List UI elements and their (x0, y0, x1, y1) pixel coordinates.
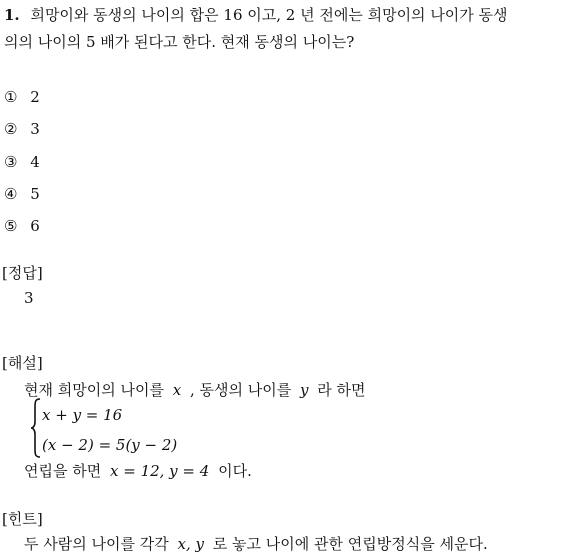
explanation-line-1 (24, 379, 366, 400)
question-line-1 (4, 4, 508, 25)
explanation-text-c: 라 하면 (317, 381, 366, 399)
question-number: 1. (4, 6, 20, 24)
choice-value-2: 3 (30, 120, 40, 138)
question-text-line-2: 의의 나이의 5 배가 된다고 한다. 현재 동생의 나이는? (4, 33, 355, 51)
choice-marker-3: ③ (4, 153, 18, 171)
explanation-result-text-a: 연립을 하면 (24, 462, 102, 480)
choice-value-3: 4 (30, 153, 40, 171)
variable-x: x (172, 381, 182, 399)
hint-variables: x, y (177, 535, 204, 553)
equation-2: (x − 2) = 5(y − 2) (42, 436, 178, 454)
choice-value-1: 2 (30, 88, 40, 106)
choice-1[interactable] (4, 88, 40, 106)
answer-heading: [정답] (2, 264, 43, 282)
hint-heading: [힌트] (2, 510, 43, 528)
explanation-text-a: 현재 희망이의 나이를 (24, 381, 164, 399)
choice-marker-4: ④ (4, 185, 18, 203)
variable-y: y (300, 381, 309, 399)
choice-value-4: 5 (30, 185, 40, 203)
equation-1: x + y = 16 (42, 406, 123, 424)
explanation-heading: [해설] (2, 354, 43, 372)
system-brace-icon (30, 398, 42, 458)
hint-text-b: 로 놓고 나이에 관한 연립방정식을 세운다. (212, 535, 488, 553)
choice-2[interactable] (4, 120, 40, 138)
choice-4[interactable] (4, 185, 40, 203)
explanation-line-4 (24, 460, 252, 481)
explanation-result-text-b: 이다. (218, 462, 252, 480)
answer-value: 3 (24, 289, 34, 307)
hint-text-a: 두 사람의 나이를 각각 (24, 535, 169, 553)
choice-marker-2: ② (4, 120, 18, 138)
choice-5[interactable] (4, 217, 40, 235)
explanation-text-b: , 동생의 나이를 (189, 381, 292, 399)
explanation-result-equation: x = 12, y = 4 (110, 462, 210, 480)
choice-marker-1: ① (4, 88, 18, 106)
choice-marker-5: ⑤ (4, 217, 18, 235)
choice-3[interactable] (4, 153, 40, 171)
question-text-line-1: 희망이와 동생의 나이의 합은 16 이고, 2 년 전에는 희망이의 나이가 동생 (30, 6, 508, 24)
choice-value-5: 6 (30, 217, 40, 235)
